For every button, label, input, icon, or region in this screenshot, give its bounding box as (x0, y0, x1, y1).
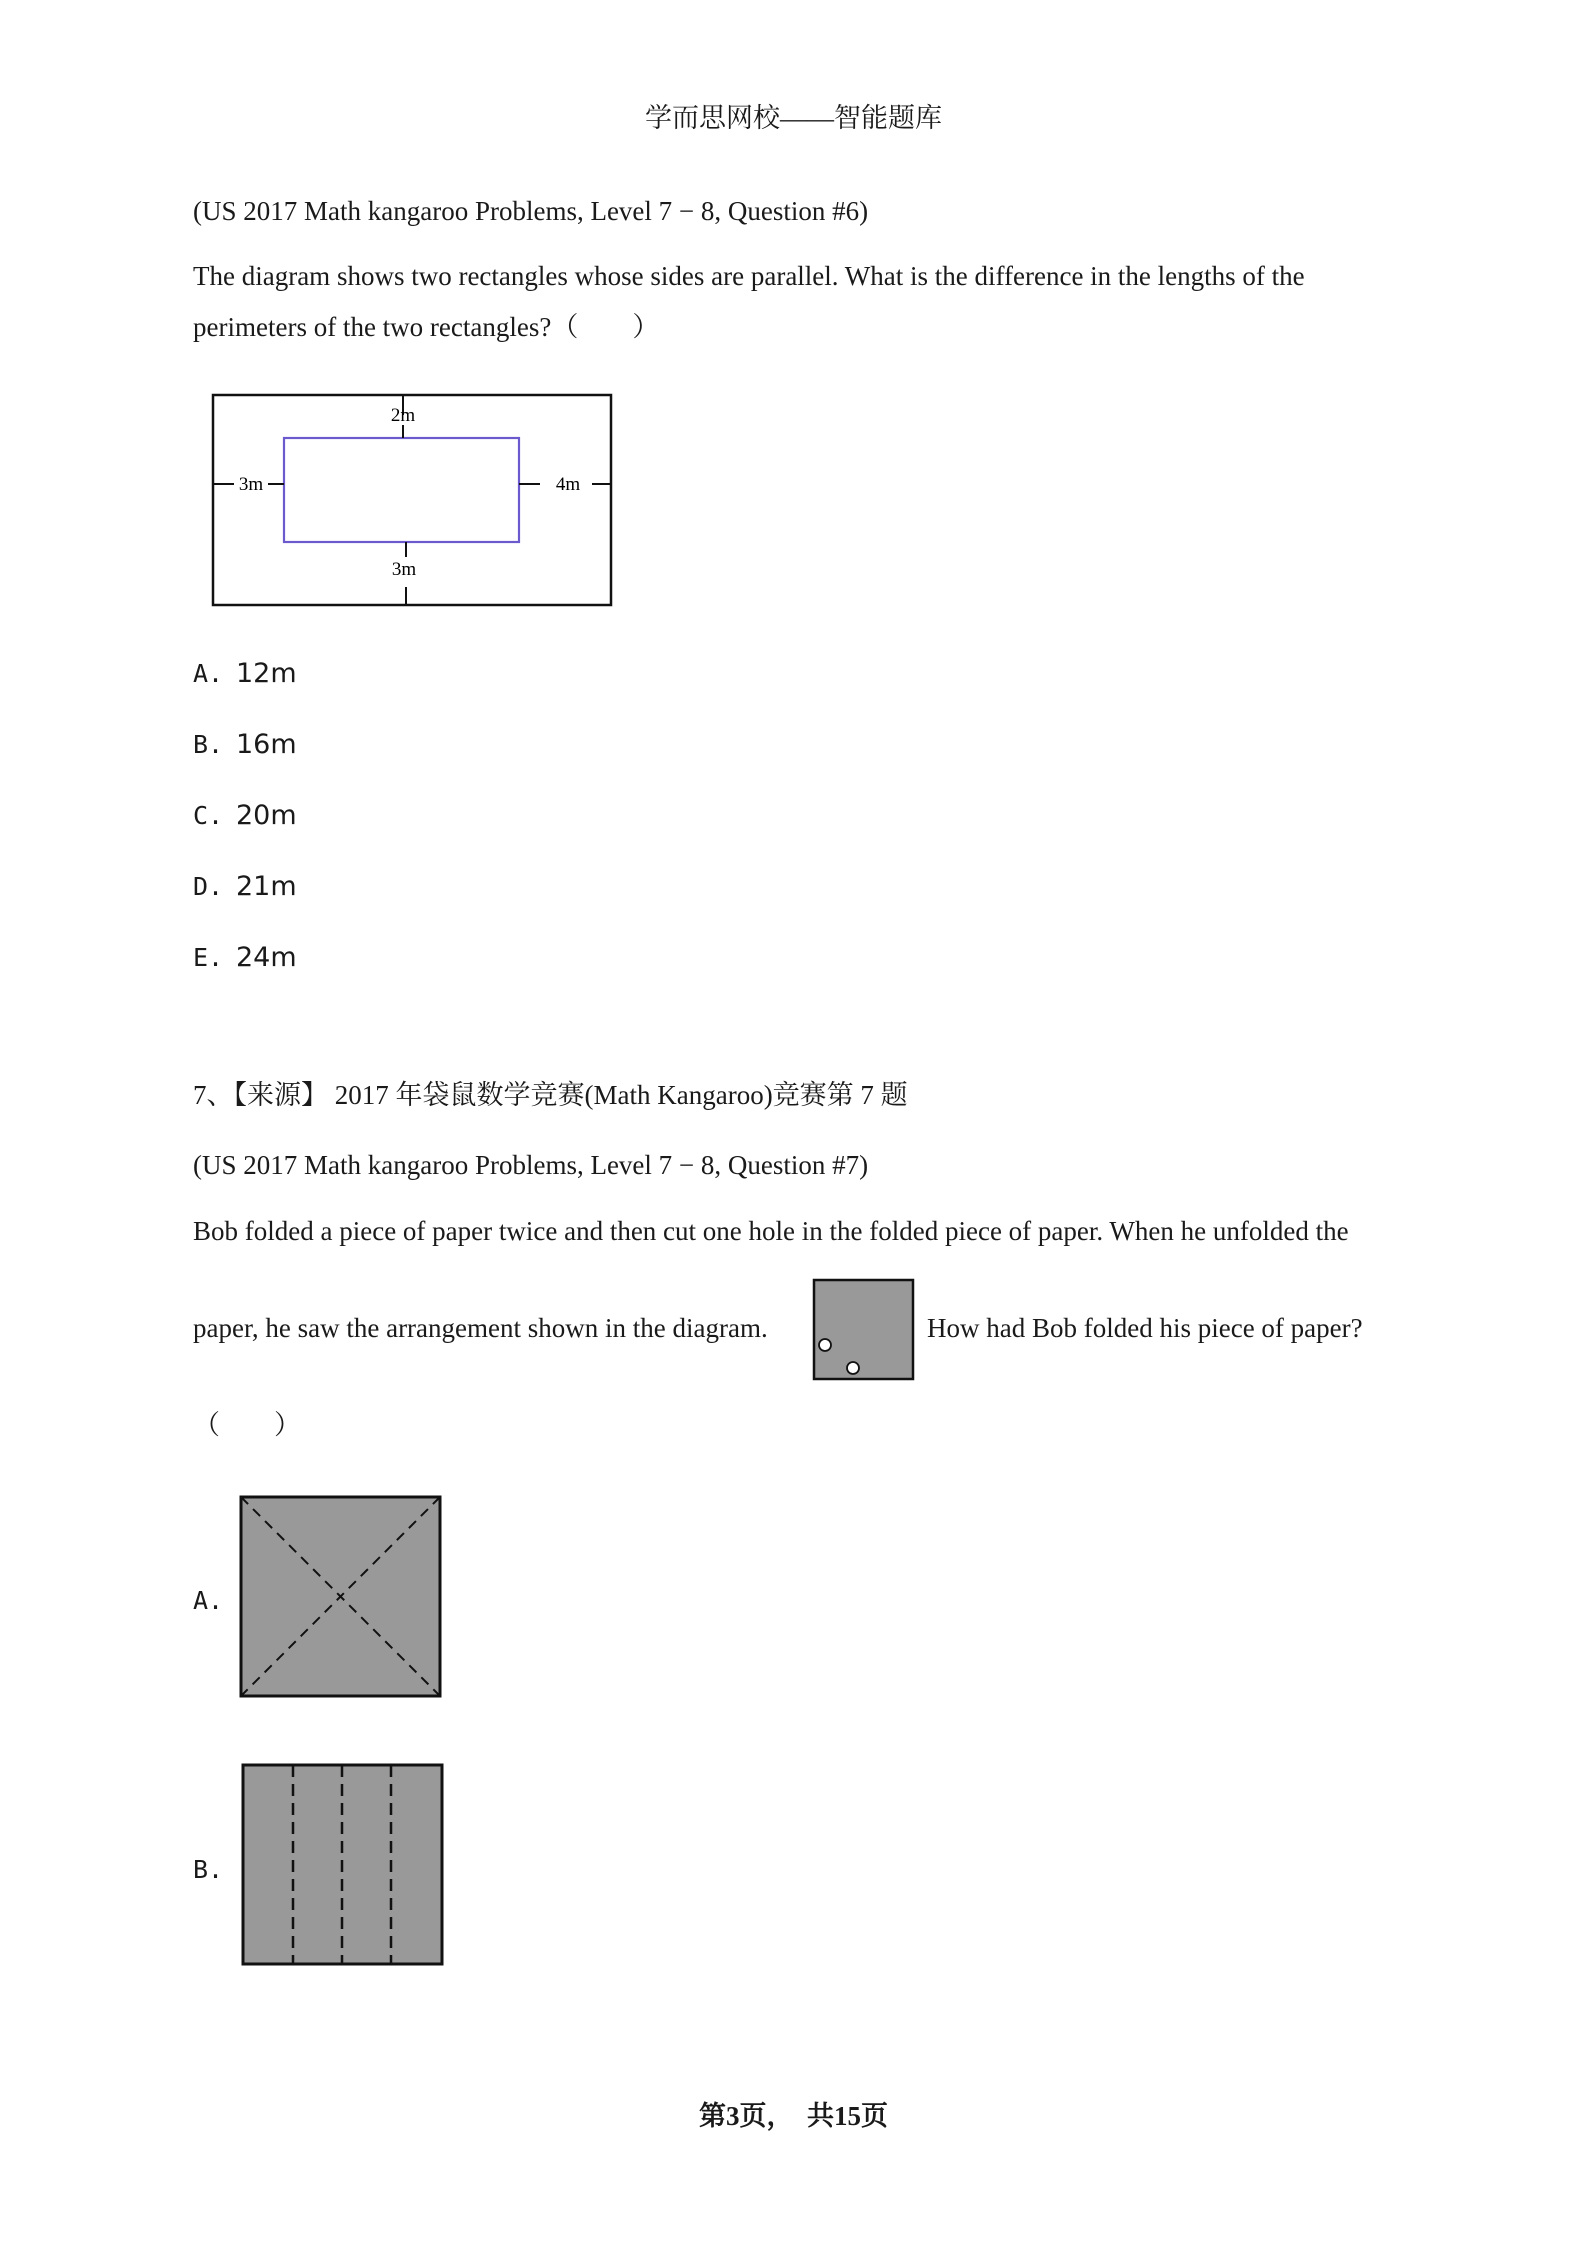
q7-answer-blank: （ ） (193, 1410, 301, 1440)
hole-bottom (847, 1362, 859, 1374)
q7-option-a-diagram (238, 1494, 444, 1700)
q6-option-a-letter: A. (193, 659, 224, 688)
q7-text-line1: Bob folded a piece of paper twice and then cut one hole in the folded piece of paper. When he unfolded the (193, 1216, 1349, 1246)
left-gap-label: 3m (238, 474, 264, 495)
bottom-gap-label: 3m (391, 559, 417, 580)
q7-option-b-diagram (240, 1762, 446, 1968)
q7-option-b-letter: B. (193, 1855, 224, 1884)
inner-rectangle (284, 438, 519, 542)
q6-option-c-value: 20m (236, 800, 297, 831)
right-gap-label: 4m (555, 474, 581, 495)
q6-option-d-letter: D. (193, 872, 224, 901)
q7-source: (US 2017 Math kangaroo Problems, Level 7 − 8, Question #7) (193, 1150, 869, 1180)
page-header: 学而思网校——智能题库 (645, 103, 942, 133)
page-footer: 第3页， 共15页 (699, 2101, 888, 2131)
q7-option-a-letter: A. (193, 1586, 224, 1615)
q7-text-line2-before: paper, he saw the arrangement shown in the diagram. (193, 1313, 768, 1343)
q6-option-e-letter: E. (193, 943, 224, 972)
q6-rectangles-diagram (200, 385, 620, 615)
q6-option-b-value: 16m (236, 729, 297, 760)
q6-text-line2: perimeters of the two rectangles?（ ） (193, 312, 660, 342)
q6-option-e-value: 24m (236, 942, 297, 973)
q7-unfolded-paper-diagram (812, 1278, 916, 1382)
q6-option-c-letter: C. (193, 801, 224, 830)
q6-text-line1: The diagram shows two rectangles whose sides are parallel. What is the difference in the lengths of the (193, 261, 1305, 291)
unfolded-paper (814, 1280, 913, 1379)
q7-text-line2-after: How had Bob folded his piece of paper? (927, 1313, 1363, 1343)
q6-source: (US 2017 Math kangaroo Problems, Level 7 − 8, Question #6) (193, 196, 869, 226)
q6-option-d-value: 21m (236, 871, 297, 902)
q6-option-b-letter: B. (193, 730, 224, 759)
q6-option-a-value: 12m (236, 658, 297, 689)
q7-heading: 7、【来源】 2017 年袋鼠数学竞赛(Math Kangaroo)竞赛第 7 题 (193, 1080, 908, 1110)
top-gap-label: 2m (390, 405, 416, 426)
hole-left (819, 1339, 831, 1351)
